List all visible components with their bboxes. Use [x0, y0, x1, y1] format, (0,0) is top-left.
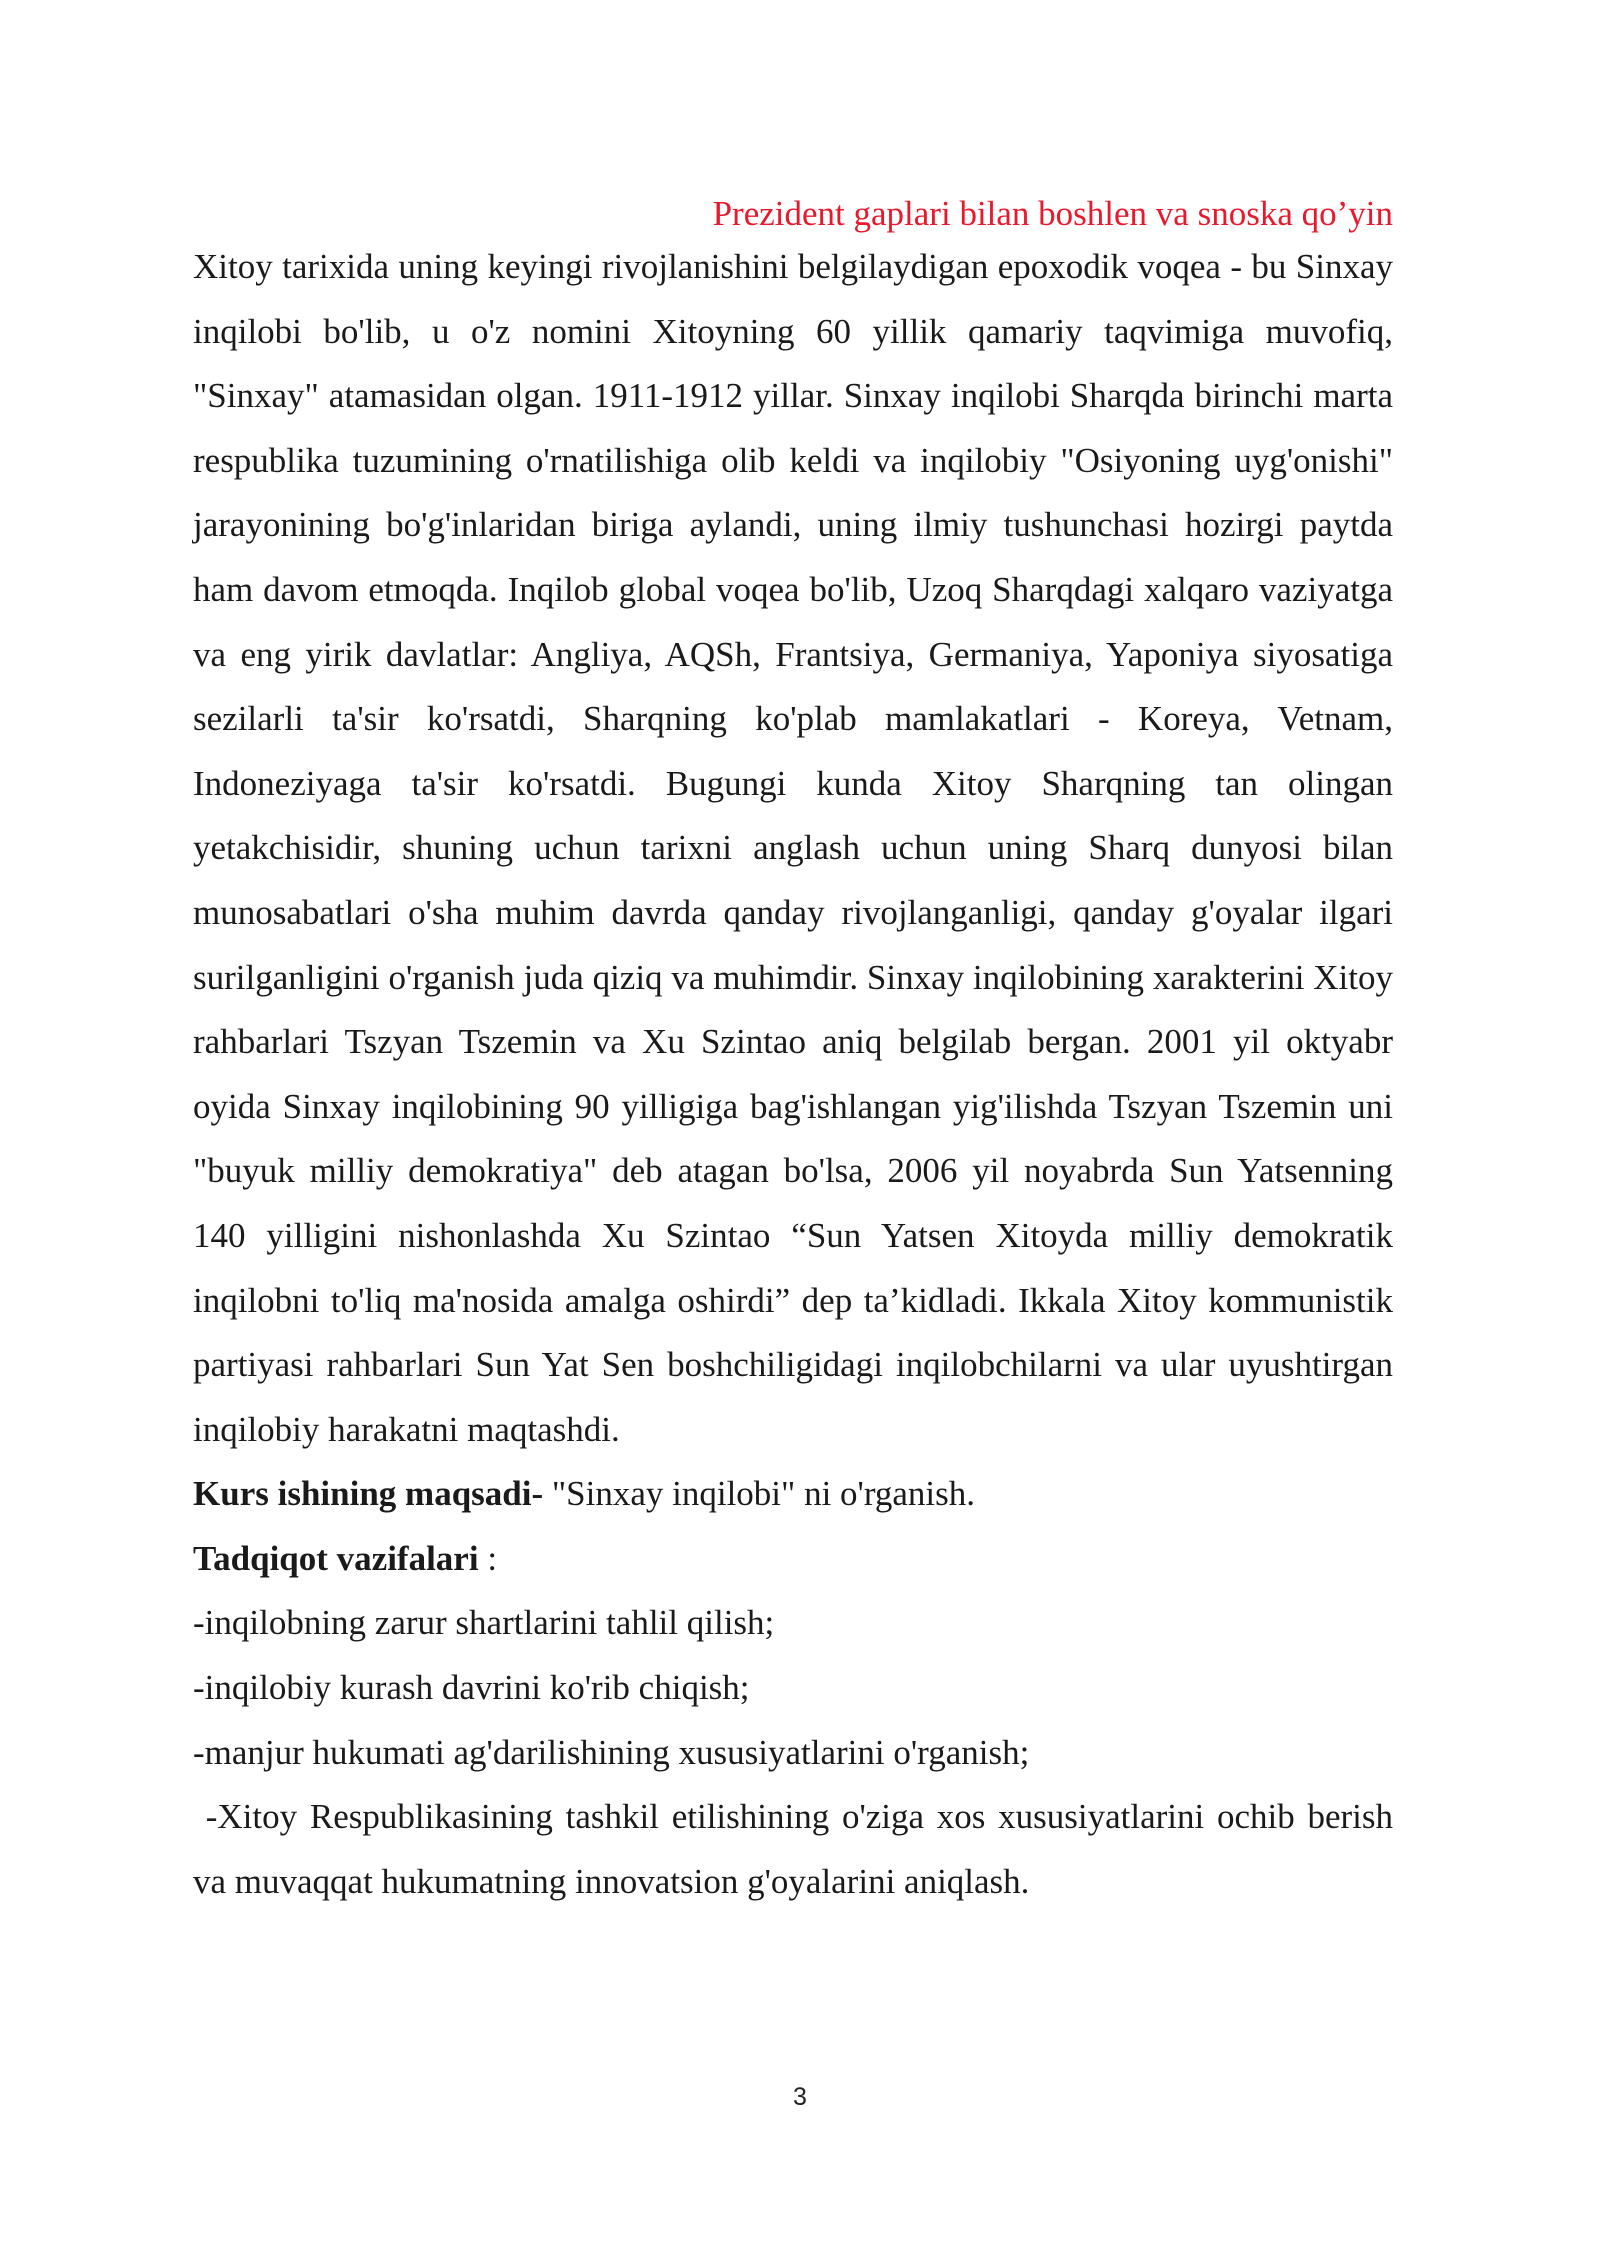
editor-note: Prezident gaplari bilan boshlen va snoska qo’yin — [712, 194, 1393, 233]
tasks-heading — [193, 1527, 1393, 1592]
task-item: -manjur hukumati ag'darilishining xususiyatlarini o'rganish; — [193, 1732, 1030, 1772]
goal-line — [193, 1462, 1393, 1527]
goal-text: "Sinxay inqilobi" ni o'rganish. — [543, 1474, 976, 1514]
intro-paragraph: Xitoy tarixida uning keyingi rivojlanishini belgilaydigan epoxodik voqea - bu Sinxay inqilobi bo'lib, u o'z nomini Xitoyning 60 yillik qamariy taqvimiga muvofiq, "Sinxay" atamasidan olgan. 1911-1912 yillar. Sinxay inqilobi Sharqda birinchi marta respublika tuzumining o'rnatilishiga olib keldi va inqilobiy "Osiyoning uyg'onishi" jarayonining bo'g'inlaridan biriga aylandi, uning ilmiy tushunchasi hozirgi paytda ham davom etmoqda. Inqilob global voqea bo'lib, Uzoq Sharqdagi xalqaro vaziyatga va eng yirik davlatlar: Angliya, AQSh, Frantsiya, Germaniya, Yaponiya siyosatiga sezilarli ta'sir ko'rsatdi, Sharqning ko'plab mamlakatlari - Koreya, Vetnam, Indoneziyaga ta'sir ko'rsatdi. Bugungi kunda Xitoy Sharqning tan olingan yetakchisidir, shuning uchun tarixni anglash uchun uning Sharq dunyosi bilan munosabatlari o'sha muhim davrda qanday rivojlanganligi, qanday g'oyalar ilgari surilganligini o'rganish juda qiziq va muhimdir. Sinxay inqilobining xarakterini Xitoy rahbarlari Tszyan Tszemin va Xu Szintao aniq belgilab bergan. 2001 yil oktyabr oyida Sinxay inqilobining 90 yilligiga bag'ishlangan yig'ilishda Tszyan Tszemin uni "buyuk milliy demokratiya" deb atagan bo'lsa, 2006 yil noyabrda Sun Yatsenning 140 yilligini nishonlashda Xu Szintao “Sun Yatsen Xitoyda milliy demokratik inqilobni to'liq ma'nosida amalga oshirdi” dep ta’kidladi. Ikkala Xitoy kommunistik partiyasi rahbarlari Sun Yat Sen boshchiligidagi inqilobchilarni va ular uyushtirgan inqilobiy harakatni maqtashdi. — [193, 247, 1393, 1449]
task-item: -inqilobning zarur shartlarini tahlil qilish; — [193, 1603, 775, 1643]
task-item: -Xitoy Respublikasining tashkil etilishining o'ziga xos xususiyatlarini ochib berish va muvaqqat hukumatning innovatsion g'oyalarini aniqlash. — [193, 1797, 1402, 1901]
tasks-suffix: : — [478, 1538, 498, 1578]
body-text — [193, 235, 1402, 1914]
goal-label: Kurs ishining maqsadi- — [193, 1474, 544, 1514]
task-item: -inqilobiy kurash davrini ko'rib chiqish; — [193, 1668, 750, 1708]
tasks-label: Tadqiqot vazifalari — [193, 1538, 479, 1578]
page-number: 3 — [793, 2083, 807, 2111]
